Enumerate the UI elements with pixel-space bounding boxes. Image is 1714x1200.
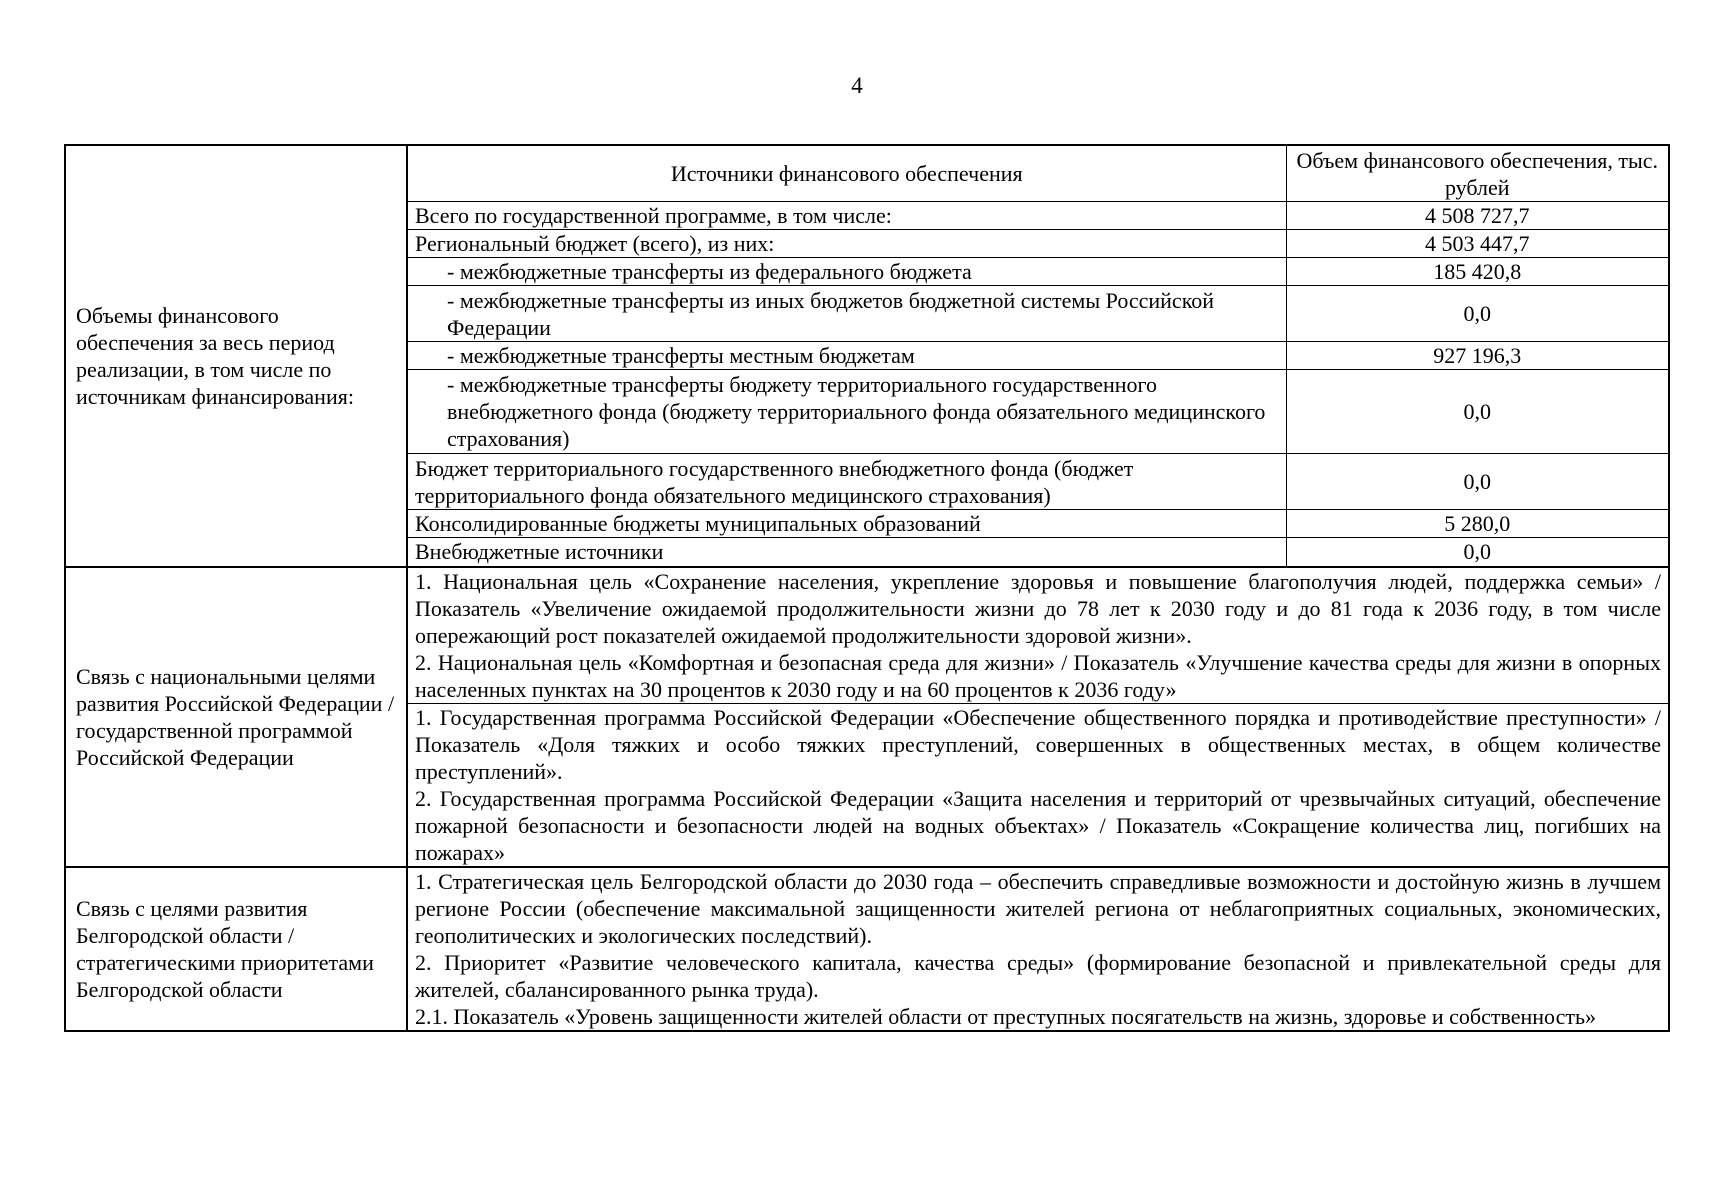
regional-goal-paragraph: 2.1. Показатель «Уровень защищенности жителей области от преступных посягательств на жизнь, здоровье и собственность»	[415, 1003, 1597, 1029]
financing-source: - межбюджетные трансферты из иных бюджетов бюджетной системы Российской Федерации	[408, 286, 1286, 342]
national-goal-paragraph: 2. Национальная цель «Комфортная и безопасная среда для жизни» / Показатель «Улучшение качества среды для жизни в опорных населенных пунктах на 30 процентов к 2030 году и на 60 процентов к 2036 году»	[415, 649, 1661, 702]
regional-goals-label: Связь с целями развития Белгородской области / стратегическими приоритетами Белгородской области	[65, 867, 407, 1031]
financing-row-regional	[408, 230, 1668, 258]
financing-source: Региональный бюджет (всего), из них:	[408, 230, 1286, 258]
regional-goal-paragraph: 1. Стратегическая цель Белгородской области до 2030 года – обеспечить справедливые возможности и достойную жизнь в лучшем регионе России (обеспечение максимальной защищенности жителей региона от неблагоприятных социальных, экономических, геополитических и экологических последствий).	[415, 868, 1661, 948]
financing-value: 5 280,0	[1286, 510, 1668, 538]
national-goals-block	[408, 568, 1668, 703]
financing-value: 0,0	[1286, 370, 1668, 454]
regional-goal-paragraph: 2. Приоритет «Развитие человеческого капитала, качества среды» (формирование безопасной и привлекательной среды для жителей, сбалансированного рынка труда).	[415, 949, 1661, 1002]
page-number: 4	[851, 73, 863, 98]
financing-source: Всего по государственной программе, в том числе:	[408, 202, 1286, 230]
financing-row-federal-transfers	[408, 258, 1668, 286]
financing-row-extrabudgetary	[408, 538, 1668, 566]
national-goals-label: Связь с национальными целями развития Российской Федерации / государственной программой Российской Федерации	[65, 567, 407, 867]
financing-row	[65, 145, 1669, 567]
financing-sources-cell	[407, 145, 1669, 567]
financing-value: 0,0	[1286, 454, 1668, 510]
financing-value: 4 508 727,7	[1286, 202, 1668, 230]
regional-goals-row	[65, 867, 1669, 1031]
financing-source: - межбюджетные трансферты бюджету территориального государственного внебюджетного фонда (бюджету территориального фонда обязательного медицинского страхования)	[408, 370, 1286, 454]
financing-row-fund-budget	[408, 454, 1668, 510]
financing-header-row	[408, 146, 1668, 202]
sources-column-header: Источники финансового обеспечения	[670, 161, 1023, 186]
financing-row-fund-transfers	[408, 370, 1668, 454]
financing-source: - межбюджетные трансферты местным бюджетам	[408, 342, 1286, 370]
financing-source: Консолидированные бюджеты муниципальных образований	[408, 510, 1286, 538]
volume-column-header: Объем финансового обеспечения, тыс. рублей	[1286, 146, 1668, 202]
financing-source: Внебюджетные источники	[408, 538, 1286, 566]
financing-value: 0,0	[1286, 286, 1668, 342]
financing-row-local-transfers	[408, 342, 1668, 370]
financing-sources-table	[408, 146, 1668, 566]
national-goal-paragraph: 1. Национальная цель «Сохранение населения, укрепление здоровья и повышение благополучия людей, поддержка семьи» / Показатель «Увеличение ожидаемой продолжительности жизни до 78 лет к 2030 году и до 81 года к 2036 году, в том числе опережающий рост показателей ожидаемой продолжительности здоровой жизни».	[415, 568, 1661, 648]
national-goals-cell	[407, 567, 1669, 867]
financing-label: Объемы финансового обеспечения за весь период реализации, в том числе по источникам финансирования:	[65, 145, 407, 567]
financing-source: Бюджет территориального государственного внебюджетного фонда (бюджет территориального фонда обязательного медицинского страхования)	[408, 454, 1286, 510]
state-program-paragraph: 2. Государственная программа Российской Федерации «Защита населения и территорий от чрезвычайных ситуаций, обеспечение пожарной безопасности и безопасности людей на водных объектах» / Показатель «Сокращение количества лиц, погибших на пожарах»	[415, 785, 1661, 865]
financing-value: 4 503 447,7	[1286, 230, 1668, 258]
state-programs-block	[408, 703, 1668, 866]
regional-goals-cell	[407, 867, 1669, 1031]
state-program-paragraph: 1. Государственная программа Российской Федерации «Обеспечение общественного порядка и противодействие преступности» / Показатель «Доля тяжких и особо тяжких преступлений, совершенных в общественных местах, в общем количестве преступлений».	[415, 704, 1661, 784]
financing-value: 0,0	[1286, 538, 1668, 566]
financing-row-municipal	[408, 510, 1668, 538]
financing-value: 927 196,3	[1286, 342, 1668, 370]
national-goals-row	[65, 567, 1669, 867]
financing-source: - межбюджетные трансферты из федерального бюджета	[408, 258, 1286, 286]
financing-value: 185 420,8	[1286, 258, 1668, 286]
financing-row-total	[408, 202, 1668, 230]
passport-table	[64, 144, 1670, 1032]
financing-row-other-transfers	[408, 286, 1668, 342]
